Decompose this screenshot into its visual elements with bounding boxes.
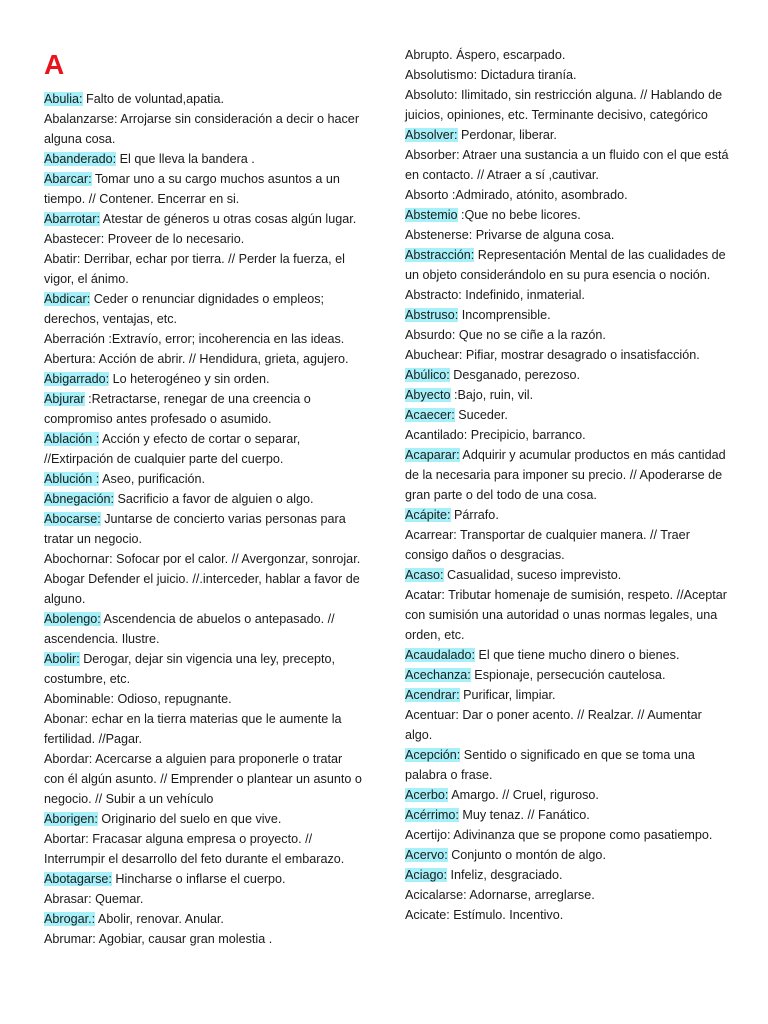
entry-definition: Ceder o renunciar dignidades o empleos; derechos, ventajas, etc. <box>44 292 325 326</box>
entry-term: Abstruso: <box>405 308 459 322</box>
entry-definition: Suceder. <box>454 408 508 422</box>
entry-definition: Tomar uno a su cargo muchos asuntos a un tiempo. // Contener. Encerrar en si. <box>44 172 340 206</box>
entry-term: Abulia: <box>44 92 83 106</box>
entry-term: Acervo: <box>405 848 448 862</box>
glossary-entry <box>405 305 730 325</box>
entry-definition: Perdonar, liberar. <box>457 128 557 142</box>
glossary-entry <box>44 169 366 209</box>
glossary-entry <box>44 109 366 149</box>
entry-definition: Lo heterogéneo y sin orden. <box>109 372 270 386</box>
entry-term: Abnegación: <box>44 492 115 506</box>
glossary-entry <box>405 745 730 785</box>
entry-term: Absolver: <box>405 128 458 142</box>
entry-definition: Abogar Defender el juicio. //.interceder, hablar a favor de alguno. <box>44 572 360 606</box>
section-letter: A <box>44 49 65 80</box>
entry-definition: Absorber: Atraer una sustancia a un fluido con el que está en contacto. // Atraer a sí ,cautivar. <box>405 148 729 182</box>
glossary-entry <box>44 349 366 369</box>
entry-definition: Sentido o significado en que se toma una palabra o frase. <box>405 748 695 782</box>
glossary-entry <box>44 749 366 809</box>
entry-definition: Abochornar: Sofocar por el calor. // Avergonzar, sonrojar. <box>44 552 361 566</box>
glossary-entry <box>405 705 730 745</box>
entry-definition: Acción y efecto de cortar o separar, //Extirpación de cualquier parte del cuerpo. <box>44 432 301 466</box>
entry-definition: Absurdo: Que no se ciñe a la razón. <box>405 328 606 342</box>
glossary-entry <box>405 205 730 225</box>
glossary-entry <box>405 685 730 705</box>
glossary-entry <box>405 505 730 525</box>
entry-definition: Representación Mental de las cualidades de un objeto considerándolo en su pura esencia o noción. <box>405 248 726 282</box>
entry-definition: Acatar: Tributar homenaje de sumisión, respeto. //Aceptar con sumisión una autoridad o unas normas legales, una orden, etc. <box>405 588 728 642</box>
glossary-entry <box>44 909 366 929</box>
glossary-entry <box>405 365 730 385</box>
entry-definition: Falto de voluntad,apatia. <box>82 92 224 106</box>
entry-definition: Desganado, perezoso. <box>449 368 581 382</box>
entry-definition: Abordar: Acercarse a alguien para proponerle o tratar con él algún asunto. // Emprender o plantear un asunto o negocio. // Subir a un vehículo <box>44 752 362 806</box>
entry-term: Abigarrado: <box>44 372 110 386</box>
entry-definition: Párrafo. <box>450 508 499 522</box>
glossary-entry <box>405 665 730 685</box>
entry-definition: Abonar: echar en la tierra materias que le aumente la fertilidad. //Pagar. <box>44 712 342 746</box>
entry-definition: :Retractarse, renegar de una creencia o compromiso antes profesado o asumido. <box>44 392 311 426</box>
entry-definition: Casualidad, suceso imprevisto. <box>443 568 622 582</box>
entry-term: Abolir: <box>44 652 80 666</box>
entry-term: Acechanza: <box>405 668 471 682</box>
entry-definition: Abortar: Fracasar alguna empresa o proyecto. // Interrumpir el desarrollo del feto durante el embarazo. <box>44 832 345 866</box>
entry-definition: Abstenerse: Privarse de alguna cosa. <box>405 228 615 242</box>
entry-term: Abotagarse: <box>44 872 112 886</box>
glossary-entry <box>405 125 730 145</box>
glossary-entry <box>405 85 730 125</box>
glossary-entry <box>405 225 730 245</box>
glossary-entry <box>405 445 730 505</box>
glossary-entry <box>405 65 730 85</box>
entry-term: Aciago: <box>405 868 448 882</box>
entry-term: Abstracción: <box>405 248 475 262</box>
glossary-entry <box>44 289 366 329</box>
entry-term: Acaudalado: <box>405 648 476 662</box>
entry-definition: Abuchear: Pifiar, mostrar desagrado o insatisfacción. <box>405 348 700 362</box>
entry-term: Abanderado: <box>44 152 117 166</box>
entry-definition: Acertijo: Adivinanza que se propone como pasatiempo. <box>405 828 713 842</box>
glossary-entry <box>44 489 366 509</box>
entry-definition: Absolutismo: Dictadura tiranía. <box>405 68 577 82</box>
entry-definition: Abstracto: Indefinido, inmaterial. <box>405 288 585 302</box>
glossary-entry <box>405 885 730 905</box>
entry-term: Abrogar.: <box>44 912 96 926</box>
entry-term: Abolengo: <box>44 612 101 626</box>
entry-definition: Absorto :Admirado, atónito, asombrado. <box>405 188 628 202</box>
entry-definition: Aberración :Extravío, error; incoherencia en las ideas. <box>44 332 345 346</box>
entry-definition: Abominable: Odioso, repugnante. <box>44 692 232 706</box>
entry-term: Abarrotar: <box>44 212 100 226</box>
entry-definition: Juntarse de concierto varias personas para tratar un negocio. <box>44 512 346 546</box>
entry-definition: Abatir: Derribar, echar por tierra. // Perder la fuerza, el vigor, el ánimo. <box>44 252 345 286</box>
left-column <box>44 89 366 949</box>
right-column <box>405 45 730 925</box>
entry-definition: Acicalarse: Adornarse, arreglarse. <box>405 888 595 902</box>
entry-definition: Abrupto. Áspero, escarpado. <box>405 48 566 62</box>
glossary-entry <box>405 845 730 865</box>
entry-definition: Abrasar: Quemar. <box>44 892 144 906</box>
entry-term: Aborigen: <box>44 812 98 826</box>
glossary-entry <box>405 145 730 185</box>
entry-definition: :Que no bebe licores. <box>457 208 581 222</box>
glossary-entry <box>405 425 730 445</box>
entry-definition: Amargo. // Cruel, riguroso. <box>448 788 599 802</box>
glossary-entry <box>405 585 730 645</box>
entry-term: Abdicar: <box>44 292 91 306</box>
entry-definition: Abertura: Acción de abrir. // Hendidura, grieta, agujero. <box>44 352 349 366</box>
entry-definition: Abastecer: Proveer de lo necesario. <box>44 232 245 246</box>
glossary-entry <box>405 345 730 365</box>
glossary-entry <box>405 285 730 305</box>
entry-definition: El que lleva la bandera . <box>116 152 255 166</box>
entry-term: Ablución : <box>44 472 100 486</box>
entry-definition: Abolir, renovar. Anular. <box>95 912 224 926</box>
glossary-entry <box>405 325 730 345</box>
glossary-entry <box>44 509 366 549</box>
glossary-entry <box>405 905 730 925</box>
entry-term: Acerbo: <box>405 788 449 802</box>
glossary-entry <box>405 565 730 585</box>
entry-definition: El que tiene mucho dinero o bienes. <box>475 648 680 662</box>
glossary-entry <box>405 385 730 405</box>
entry-definition: Purificar, limpiar. <box>459 688 556 702</box>
glossary-entry <box>405 805 730 825</box>
entry-term: Abúlico: <box>405 368 450 382</box>
glossary-entry <box>44 549 366 569</box>
entry-definition: Derogar, dejar sin vigencia una ley, precepto, costumbre, etc. <box>44 652 335 686</box>
entry-definition: Ascendencia de abuelos o antepasado. // ascendencia. Ilustre. <box>44 612 335 646</box>
glossary-entry <box>405 825 730 845</box>
glossary-entry <box>405 785 730 805</box>
entry-definition: Acarrear: Transportar de cualquier manera. // Traer consigo daños o desgracias. <box>405 528 690 562</box>
entry-term: Acérrimo: <box>405 808 459 822</box>
entry-definition: Conjunto o montón de algo. <box>447 848 606 862</box>
glossary-entry <box>44 869 366 889</box>
entry-definition: Acentuar: Dar o poner acento. // Realzar. // Aumentar algo. <box>405 708 702 742</box>
entry-term: Acápite: <box>405 508 451 522</box>
entry-term: Abjurar <box>44 392 85 406</box>
entry-definition: Infeliz, desgraciado. <box>447 868 563 882</box>
glossary-entry <box>44 609 366 649</box>
entry-definition: :Bajo, ruin, vil. <box>450 388 534 402</box>
glossary-entry <box>44 329 366 349</box>
entry-definition: Incomprensible. <box>458 308 551 322</box>
entry-definition: Absoluto: Ilimitado, sin restricción alguna. // Hablando de juicios, opiniones, etc. Terminante decisivo, categórico <box>405 88 723 122</box>
entry-definition: Abalanzarse: Arrojarse sin consideración a decir o hacer alguna cosa. <box>44 112 360 146</box>
glossary-entry <box>44 389 366 429</box>
entry-definition: Sacrificio a favor de alguien o algo. <box>114 492 314 506</box>
entry-definition: Acantilado: Precipicio, barranco. <box>405 428 586 442</box>
glossary-entry <box>44 469 366 489</box>
entry-definition: Hincharse o inflarse el cuerpo. <box>111 872 286 886</box>
glossary-entry <box>44 569 366 609</box>
entry-definition: Atestar de géneros u otras cosas algún lugar. <box>100 212 357 226</box>
glossary-entry <box>44 209 366 229</box>
entry-term: Acaso: <box>405 568 444 582</box>
entry-term: Abyecto <box>405 388 451 402</box>
entry-definition: Acicate: Estímulo. Incentivo. <box>405 908 564 922</box>
glossary-entry <box>44 829 366 869</box>
entry-definition: Aseo, purificación. <box>99 472 206 486</box>
glossary-entry <box>44 809 366 829</box>
entry-definition: Abrumar: Agobiar, causar gran molestia . <box>44 932 273 946</box>
entry-term: Acaparar: <box>405 448 460 462</box>
entry-term: Abstemio <box>405 208 458 222</box>
glossary-entry <box>44 229 366 249</box>
glossary-entry <box>44 369 366 389</box>
glossary-entry <box>405 865 730 885</box>
entry-term: Abarcar: <box>44 172 92 186</box>
glossary-entry <box>405 45 730 65</box>
glossary-entry <box>44 89 366 109</box>
glossary-entry <box>44 249 366 289</box>
entry-term: Acaecer: <box>405 408 455 422</box>
glossary-entry <box>44 429 366 469</box>
glossary-entry <box>405 405 730 425</box>
glossary-entry <box>44 649 366 689</box>
glossary-entry <box>405 645 730 665</box>
entry-term: Acepción: <box>405 748 461 762</box>
glossary-entry <box>405 185 730 205</box>
glossary-entry <box>44 889 366 909</box>
glossary-entry <box>44 149 366 169</box>
entry-definition: Originario del suelo en que vive. <box>97 812 282 826</box>
entry-term: Ablación : <box>44 432 100 446</box>
glossary-entry <box>405 525 730 565</box>
entry-definition: Espionaje, persecución cautelosa. <box>470 668 666 682</box>
entry-definition: Adquirir y acumular productos en más cantidad de la necesaria para imponer su precio. // Apoderarse de gran parte o del todo de una cosa. <box>405 448 726 502</box>
glossary-entry <box>44 709 366 749</box>
glossary-entry <box>405 245 730 285</box>
glossary-entry <box>44 929 366 949</box>
glossary-entry <box>44 689 366 709</box>
entry-term: Acendrar: <box>405 688 460 702</box>
entry-definition: Muy tenaz. // Fanático. <box>458 808 590 822</box>
entry-term: Abocarse: <box>44 512 101 526</box>
